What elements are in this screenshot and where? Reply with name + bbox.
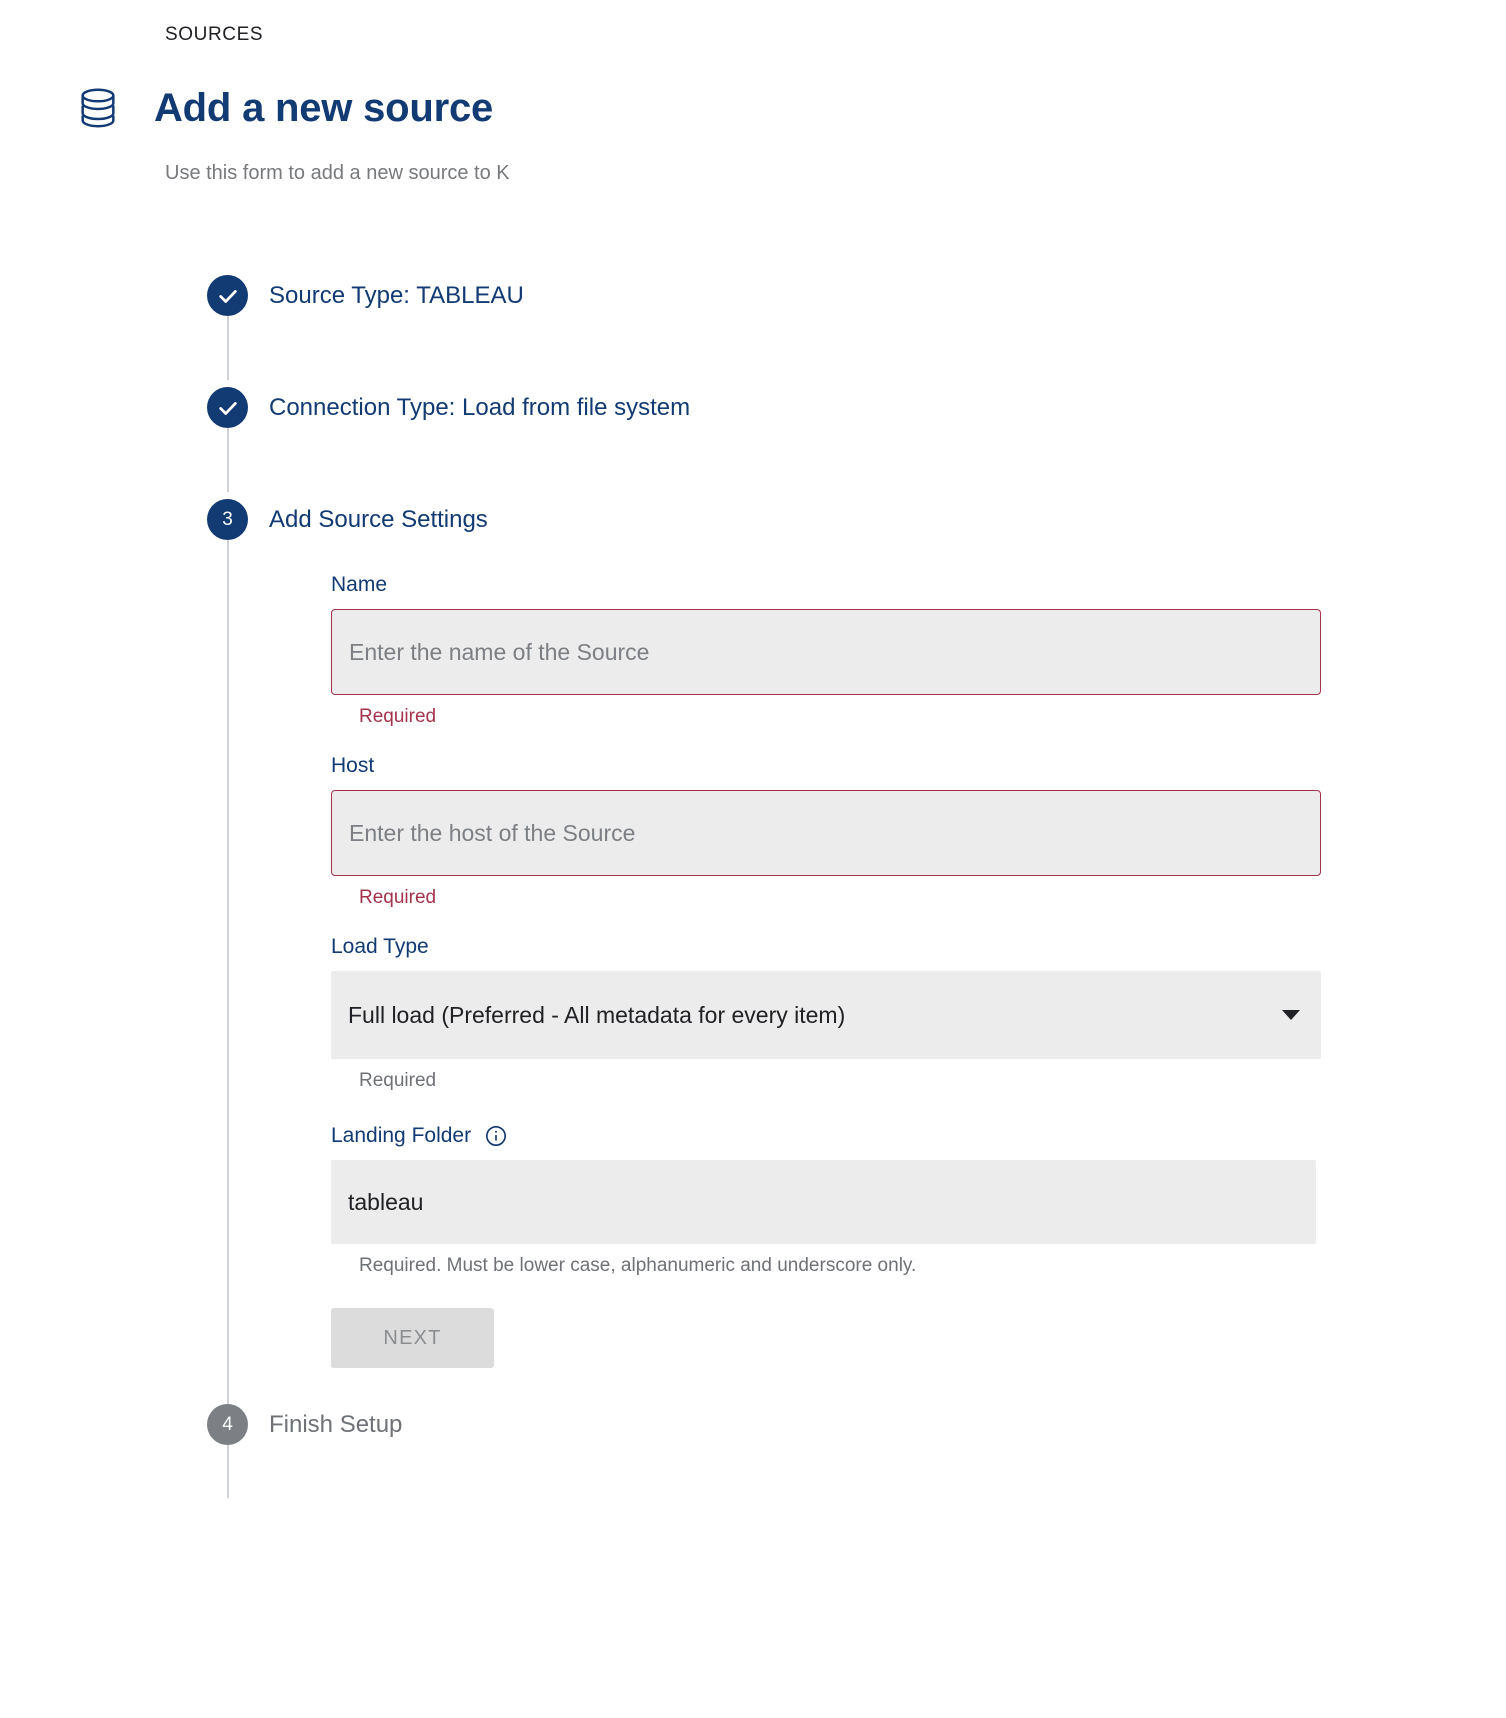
- landing-folder-label-text: Landing Folder: [331, 1124, 472, 1147]
- chevron-down-icon: [1282, 1010, 1300, 1020]
- info-icon[interactable]: [485, 1125, 507, 1147]
- load-type-helper-text: Required: [359, 1070, 437, 1091]
- field-load-type: [331, 935, 1407, 1092]
- step-4-label: Finish Setup: [269, 1411, 403, 1438]
- step-2-marker: [207, 387, 248, 428]
- step-connector: [227, 428, 229, 492]
- step-1-marker: [207, 275, 248, 316]
- name-helper-text: Required: [359, 706, 437, 727]
- landing-folder-input[interactable]: [331, 1160, 1316, 1244]
- step-3-label: Add Source Settings: [269, 506, 488, 533]
- field-host: [331, 754, 1407, 909]
- step-connector: [227, 316, 229, 380]
- step-finish-setup[interactable]: [207, 1368, 1407, 1452]
- field-landing-folder: [331, 1124, 1407, 1277]
- landing-folder-value: tableau: [348, 1188, 424, 1215]
- landing-folder-helper-text: Required. Must be lower case, alphanumeric and underscore only.: [359, 1255, 917, 1276]
- source-settings-form: [269, 540, 1407, 1368]
- host-input[interactable]: [331, 790, 1321, 876]
- step-source-type[interactable]: [207, 275, 1407, 323]
- host-label: Host: [331, 754, 375, 777]
- source-setup-stepper: [207, 275, 1407, 1452]
- next-button[interactable]: NEXT: [331, 1308, 494, 1368]
- step-connection-type[interactable]: [207, 387, 1407, 435]
- name-label: Name: [331, 573, 388, 596]
- step-1-label: Source Type: TABLEAU: [269, 282, 524, 309]
- landing-folder-label: [331, 1124, 1407, 1148]
- database-icon: [75, 85, 121, 131]
- page-title-row: [75, 85, 493, 131]
- page-subtitle: Use this form to add a new source to K: [165, 162, 510, 184]
- page-title: Add a new source: [154, 86, 494, 130]
- step-add-source-settings[interactable]: [207, 499, 1407, 1368]
- load-type-value: Full load (Preferred - All metadata for every item): [348, 1001, 846, 1028]
- name-input[interactable]: [331, 609, 1321, 695]
- check-icon: [217, 397, 239, 419]
- load-type-select[interactable]: [331, 971, 1321, 1059]
- field-name: [331, 573, 1407, 728]
- step-connector: [227, 540, 229, 1498]
- step-4-marker: 4: [207, 1404, 248, 1445]
- host-helper-text: Required: [359, 887, 437, 908]
- step-3-marker: 3: [207, 499, 248, 540]
- host-input-placeholder: Enter the host of the Source: [349, 819, 636, 846]
- load-type-label: Load Type: [331, 935, 429, 958]
- check-icon: [217, 285, 239, 307]
- breadcrumb[interactable]: SOURCES: [165, 24, 264, 45]
- step-2-label: Connection Type: Load from file system: [269, 394, 691, 421]
- name-input-placeholder: Enter the name of the Source: [349, 638, 650, 665]
